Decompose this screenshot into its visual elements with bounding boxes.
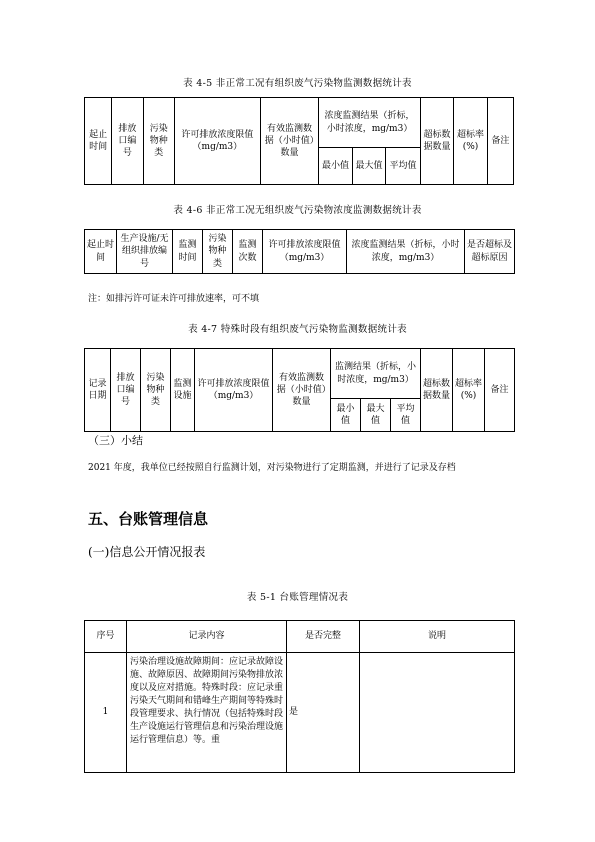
section-title: 五、台账管理信息 <box>88 510 209 528</box>
table-4-5-caption: 表 4-5 非正常工况有组织废气污染物监测数据统计表 <box>183 78 412 89</box>
table-4-5 <box>84 97 514 185</box>
table-note: 注：如排污许可证未许可排放速率，可不填 <box>88 294 260 304</box>
col-max: 最大值 <box>352 148 385 185</box>
summary-text: 2021 年度，我单位已经按照自行监测计划，对污染物进行了定期监测，并进行了记录及存档 <box>88 463 456 473</box>
col-monitor-facility: 监测设施 <box>171 349 195 432</box>
table-4-6-caption: 表 4-6 非正常工况无组织废气污染物浓度监测数据统计表 <box>173 205 422 216</box>
col-exceed-reason: 是否超标及超标原因 <box>465 230 515 274</box>
col-max: 最大值 <box>361 399 391 432</box>
col-facility: 生产设施/无组织排放编号 <box>117 230 173 274</box>
col-limit: 许可排放浓度限值（mg/m3） <box>263 230 347 274</box>
col-limit: 许可排放浓度限值（mg/m3） <box>195 349 273 432</box>
col-outlet: 排放口编号 <box>112 98 143 185</box>
col-pollutant: 污染物种类 <box>203 230 233 274</box>
col-complete: 是否完整 <box>287 621 360 653</box>
col-exceed-count: 超标数据数量 <box>420 98 453 185</box>
col-limit: 许可排放浓度限值（mg/m3） <box>174 98 260 185</box>
table-4-7 <box>84 348 515 432</box>
col-exceed-rate: 超标率(%) <box>454 98 487 185</box>
col-exceed-rate: 超标率(%) <box>453 349 485 432</box>
row-index: 1 <box>85 653 127 773</box>
col-content: 记录内容 <box>127 621 287 653</box>
col-avg: 平均值 <box>386 148 421 185</box>
col-description: 说明 <box>360 621 515 653</box>
col-pollutant: 污染物种类 <box>141 349 171 432</box>
row-description <box>360 653 515 773</box>
col-valid-count: 有效监测数据（小时值）数量 <box>260 98 319 185</box>
col-avg: 平均值 <box>391 399 421 432</box>
table-row <box>85 653 515 773</box>
col-valid-count: 有效监测数据（小时值）数量 <box>273 349 331 432</box>
col-time: 起止时间 <box>85 98 112 185</box>
table-5-1-caption: 表 5-1 台账管理情况表 <box>246 592 349 603</box>
table-5-1 <box>84 620 515 773</box>
col-index: 序号 <box>85 621 127 653</box>
col-result: 浓度监测结果（折标，小时浓度，mg/m3） <box>347 230 465 274</box>
col-outlet: 排放口编号 <box>111 349 141 432</box>
row-content: 污染治理设施故障期间：应记录故障设施、故障原因、故障期间污染物排放浓度以及应对措施。特殊时段：应记录重污染天气期间和错峰生产期间等特殊时段管理要求、执行情况（包括特殊时段生产设施运行管理信息和污染治理设施运行管理信息）等。重 <box>127 653 287 773</box>
col-result: 浓度监测结果（折标，小时浓度，mg/m3） <box>319 98 420 148</box>
col-time: 起止时间 <box>85 230 117 274</box>
col-min: 最小值 <box>319 148 352 185</box>
col-remark: 备注 <box>485 349 515 432</box>
table-4-7-caption: 表 4-7 特殊时段有组织废气污染物监测数据统计表 <box>188 324 407 335</box>
col-result: 监测结果（折标，小时浓度，mg/m3） <box>331 349 421 399</box>
col-monitor-count: 监测次数 <box>233 230 263 274</box>
col-monitor-time: 监测时间 <box>173 230 203 274</box>
col-date: 记录日期 <box>85 349 111 432</box>
col-min: 最小值 <box>331 399 361 432</box>
subsection-title: (一)信息公开情况报表 <box>88 545 206 559</box>
summary-title: （三）小结 <box>88 434 143 447</box>
table-4-6 <box>84 229 515 274</box>
col-remark: 备注 <box>487 98 513 185</box>
row-complete: 是 <box>287 653 360 773</box>
col-exceed-count: 超标数据数量 <box>421 349 453 432</box>
col-pollutant: 污染物种类 <box>143 98 174 185</box>
